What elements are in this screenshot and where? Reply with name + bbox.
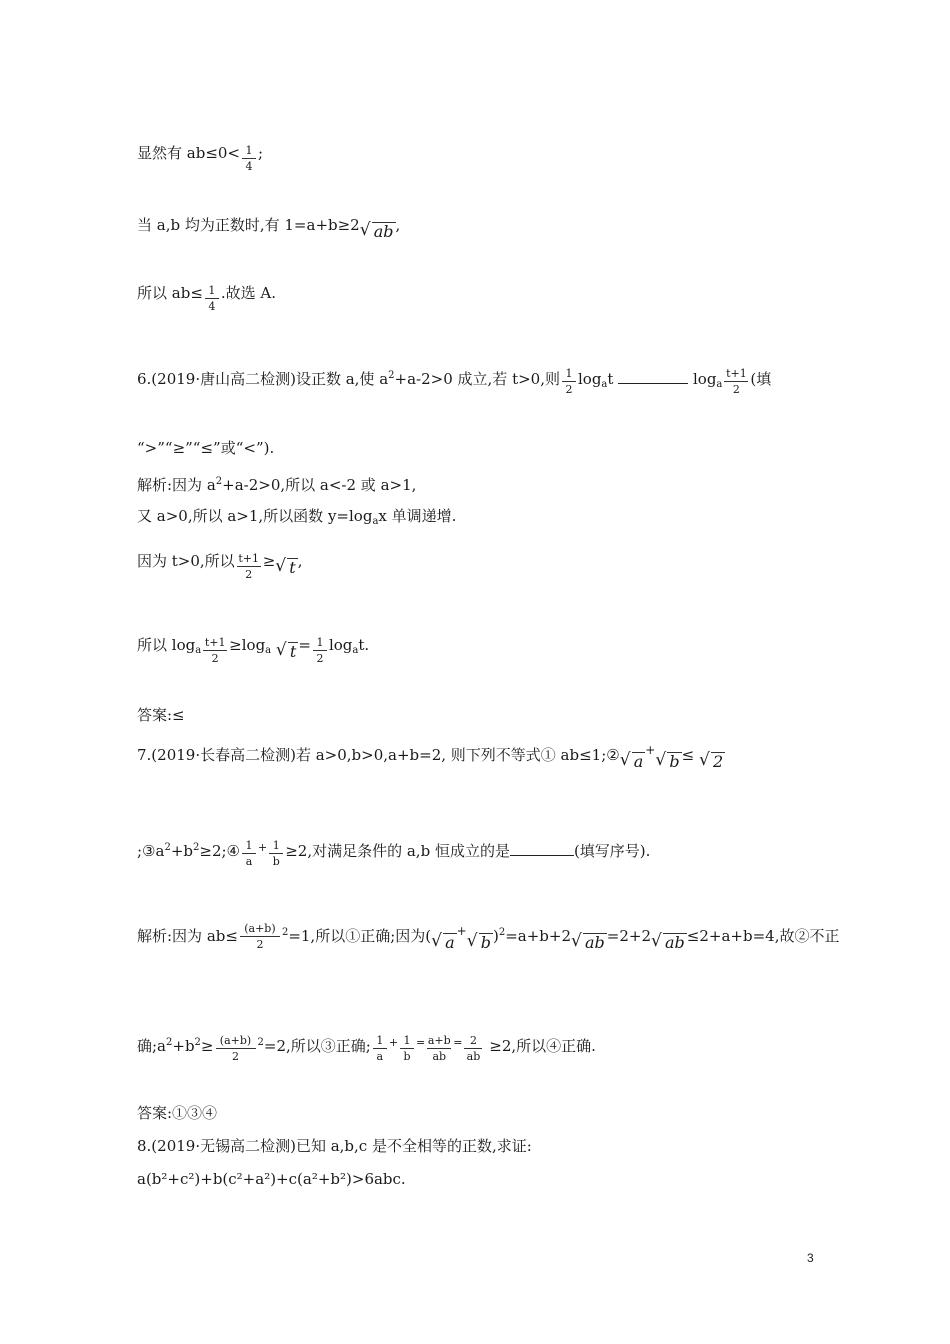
sqrt-b: √ b [655, 750, 680, 771]
fraction-one-half: $\frac{1}{2}$ [312, 635, 328, 655]
fraction-a-plus-b-over-ab: $\frac{a+b}{ab}$ [427, 1034, 451, 1063]
page-number: 3 [807, 1251, 814, 1265]
fraction-one-over-b: $\frac{1}{b}$ [268, 838, 284, 858]
text-line [137, 438, 274, 458]
text-run: 当 a,b 均为正数时,有 1=a+b≥2 [137, 216, 360, 234]
fraction-a-plus-b-over-2: $\frac{(a+b)}{2}$ [239, 921, 281, 941]
text-line [137, 283, 277, 313]
text-line: a(b²+c²)+b(c²+a²)+c(a²+b²)>6abc. [137, 1170, 406, 1188]
text-line: 解析:因为 $a^2+a-2>0$,所以 a<-2 或 a>1, [137, 476, 417, 494]
sqrt-t: √ t [275, 640, 297, 661]
sqrt-t: √ t [275, 556, 296, 577]
answer-7: 答案:①③④ [137, 1104, 218, 1122]
text-run: +a-2>0 成立,若 t>0,则 [394, 370, 560, 388]
answer-blank[interactable] [618, 383, 688, 384]
text-line: $;③a^2+b^2\ge 2;④$ $\frac{1}{a}$ + $\frac{1}{b}$ ≥2,对满足条件的 a,b 恒成立的是 (填写序号). [137, 839, 651, 868]
answer-6: 答案:≤ [137, 706, 185, 724]
text-run: .故选 A. [220, 284, 277, 302]
fraction-one-half: $\frac{1}{2}$ [561, 366, 577, 386]
answer-blank[interactable] [510, 855, 574, 856]
text-line: 所以 $\log_a$ $\frac{t+1}{2}$ $\ge\log_a$ √ t = $\frac{1}{2}$ $\log_at$. [137, 636, 370, 665]
text-run: (填 [750, 370, 772, 388]
fraction-one-over-a: $\frac{1}{a}$ [372, 1033, 388, 1053]
text-line [137, 215, 400, 242]
sqrt-a: √ a [431, 931, 455, 952]
fraction-two-over-ab: $\frac{2}{ab}$ [463, 1033, 483, 1053]
superscript: 2 [388, 370, 395, 381]
text-run: 所以 ab≤ [137, 284, 203, 302]
sqrt-ab: √ ab [359, 220, 394, 241]
question-7: 7.(2019·长春高二检测)若 a>0,b>0,a+b=2, 则下列不等式① ab≤1;② √ a+ √ b ≤ √ 2 [137, 743, 724, 771]
text-line [137, 143, 264, 173]
text-run: 显然有 ab≤0< [137, 144, 240, 162]
fraction-a-plus-b-over-2: $\frac{(a+b)}{2}$ [215, 1033, 257, 1053]
fraction-one-quarter: $\frac{1}{4}$ [204, 283, 220, 303]
text-run: 6.(2019·唐山高二检测)设正数 a,使 a [137, 370, 389, 388]
fraction-one-over-a: $\frac{1}{a}$ [241, 838, 257, 858]
text-run: ; [258, 144, 264, 162]
question-6: 6.(2019·唐山高二检测)设正数 a,使 $a^2+a-2>0$ 成立,若 t>0,则 $\frac{1}{2}$ $\log_at$ $\log_a$ $\frac{t+1}{2}$ (填 [137, 367, 772, 396]
fraction-one-quarter: $\frac{1}{4}$ [241, 143, 257, 163]
sqrt-a: √ a [619, 750, 644, 771]
sqrt-ab: √ ab [651, 931, 685, 952]
text-run: , [395, 216, 401, 234]
text-run: “>”“≥”“≤”或“<”). [137, 439, 275, 457]
text-line: 因为 t>0,所以 $\frac{t+1}{2}$ ≥ √ t , [137, 552, 303, 581]
sqrt-2: √ 2 [698, 750, 724, 771]
fraction-t-plus-1-over-2: $\frac{t+1}{2}$ [238, 552, 259, 581]
text-line: 确$;a^2+b^2\ge$ $\frac{(a+b)}{2}$ $^2$=2,所以③正确; $\frac{1}{a}$ + $\frac{1}{b}$ = $\frac{a+b}{ab}$ = $\frac{2}{ab}$ ≥2,所以④正确. [137, 1034, 596, 1063]
text-line: 解析:因为 ab≤ $\frac{(a+b)}{2}$ $^2$=1,所以①正确;因为( √ a+ √ b )$^2$=a+b+2 √ ab =2+2 √ ab ≤2+a+b=4,故②不正 [137, 922, 840, 952]
question-8: 8.(2019·无锡高二检测)已知 a,b,c 是不全相等的正数,求证: [137, 1137, 532, 1155]
fraction-t-plus-1-over-2: $\frac{t+1}{2}$ [726, 367, 747, 396]
fraction-one-over-b: $\frac{1}{b}$ [399, 1033, 415, 1053]
fraction-t-plus-1-over-2: $\frac{t+1}{2}$ [204, 636, 226, 665]
sqrt-ab: √ ab [571, 931, 605, 952]
sqrt-b: √ b [466, 931, 491, 952]
text-line: 又 a>0,所以 a>1,所以函数 $y=\log_ax$ 单调递增. [137, 507, 457, 527]
